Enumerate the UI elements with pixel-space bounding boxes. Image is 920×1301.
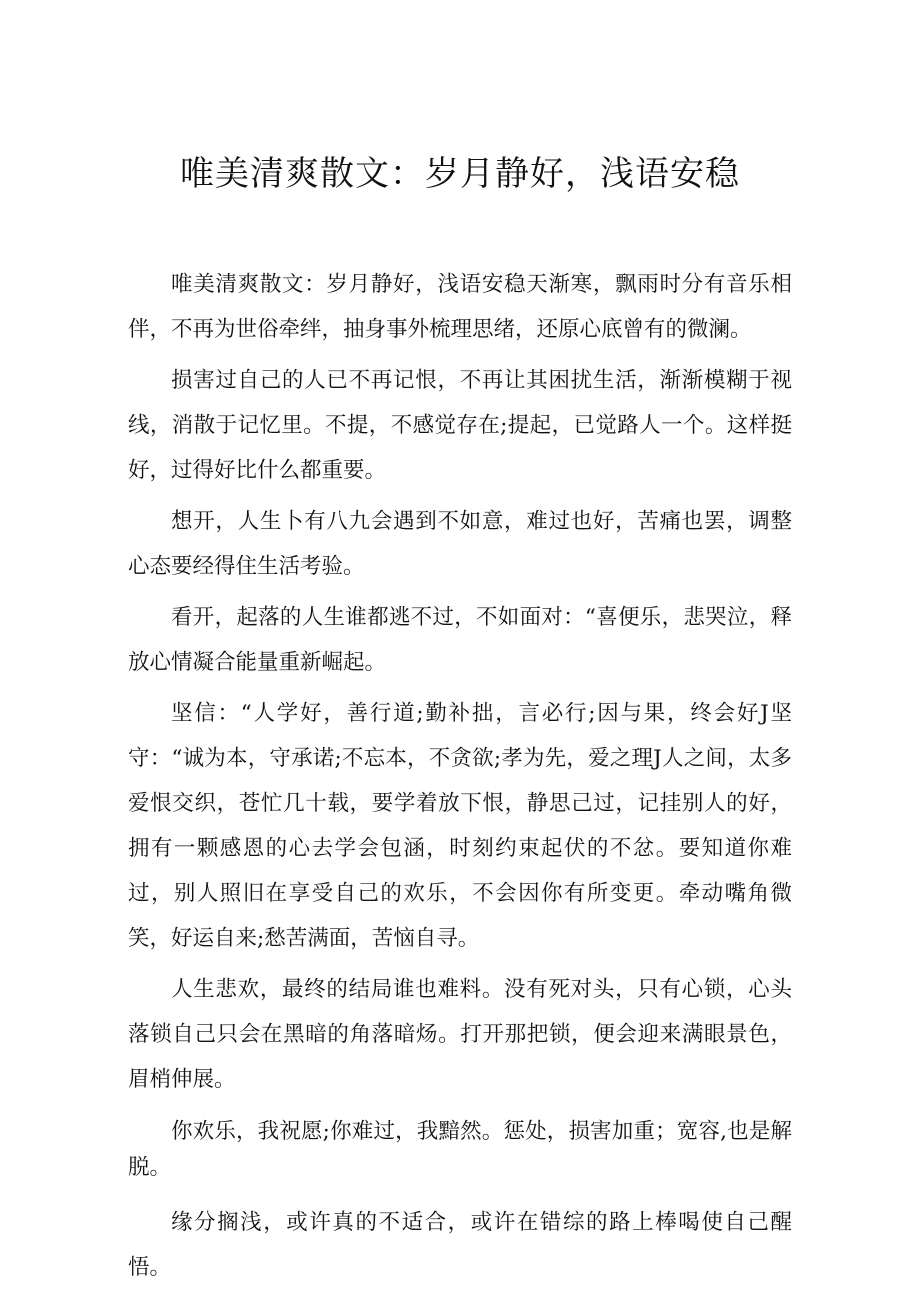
paragraph-4: 看开，起落的人生谁都逃不过，不如面对：“喜便乐，悲哭泣，释放心情凝合能量重新崛起。 xyxy=(128,605,792,675)
paragraph-7: 你欢乐，我祝愿;你难过，我黯然。惩处，损害加重；宽容,也是解脱。 xyxy=(128,1119,792,1180)
document-title: 唯美清爽散文：岁月静好，浅语安稳 xyxy=(180,154,740,194)
paragraph-5: 坚信：“人学好，善行道;勤补拙，言必行;因与果，终会好J坚守：“诚为本，守承诺;不忘本，不贪欲;孝为先，爱之理J人之间，太多爱恨交织，苍忙几十载，要学着放下恨，静思己过，记挂别人的好，拥有一颗感恩的心去学会包涵，时刻约束起伏的不忿。要知道你难过，别人照旧在享受自己的欢乐，不会因你有所变更。牵动嘴角微笑，好运自来;愁苦满面，苦恼自寻。 xyxy=(128,701,792,951)
paragraph-2: 损害过自己的人已不再记恨，不再让其困扰生活，渐渐模糊于视线，消散于记忆里。不提，不感觉存在;提起，已觉路人一个。这样挺好，过得好比什么都重要。 xyxy=(128,368,792,483)
paragraph-8: 缘分搁浅，或许真的不适合，或许在错综的路上棒喝使自己醒悟。 xyxy=(128,1210,792,1280)
paragraph-1: 唯美清爽散文：岁月静好，浅语安稳天渐寒，飘雨时分有音乐相伴，不再为世俗牵绊，抽身事外梳理思绪，还原心底曾有的微澜。 xyxy=(128,272,792,342)
document-body xyxy=(128,262,792,1296)
paragraph-6: 人生悲欢，最终的结局谁也难料。没有死对头，只有心锁，心头落锁自己只会在黑暗的角落暗炀。打开那把锁，便会迎来满眼景色，眉梢伸展。 xyxy=(128,977,792,1092)
paragraph-3: 想开，人生卜有八九会遇到不如意，难过也好，苦痛也罢，调整心态要经得住生活考验。 xyxy=(128,509,792,579)
